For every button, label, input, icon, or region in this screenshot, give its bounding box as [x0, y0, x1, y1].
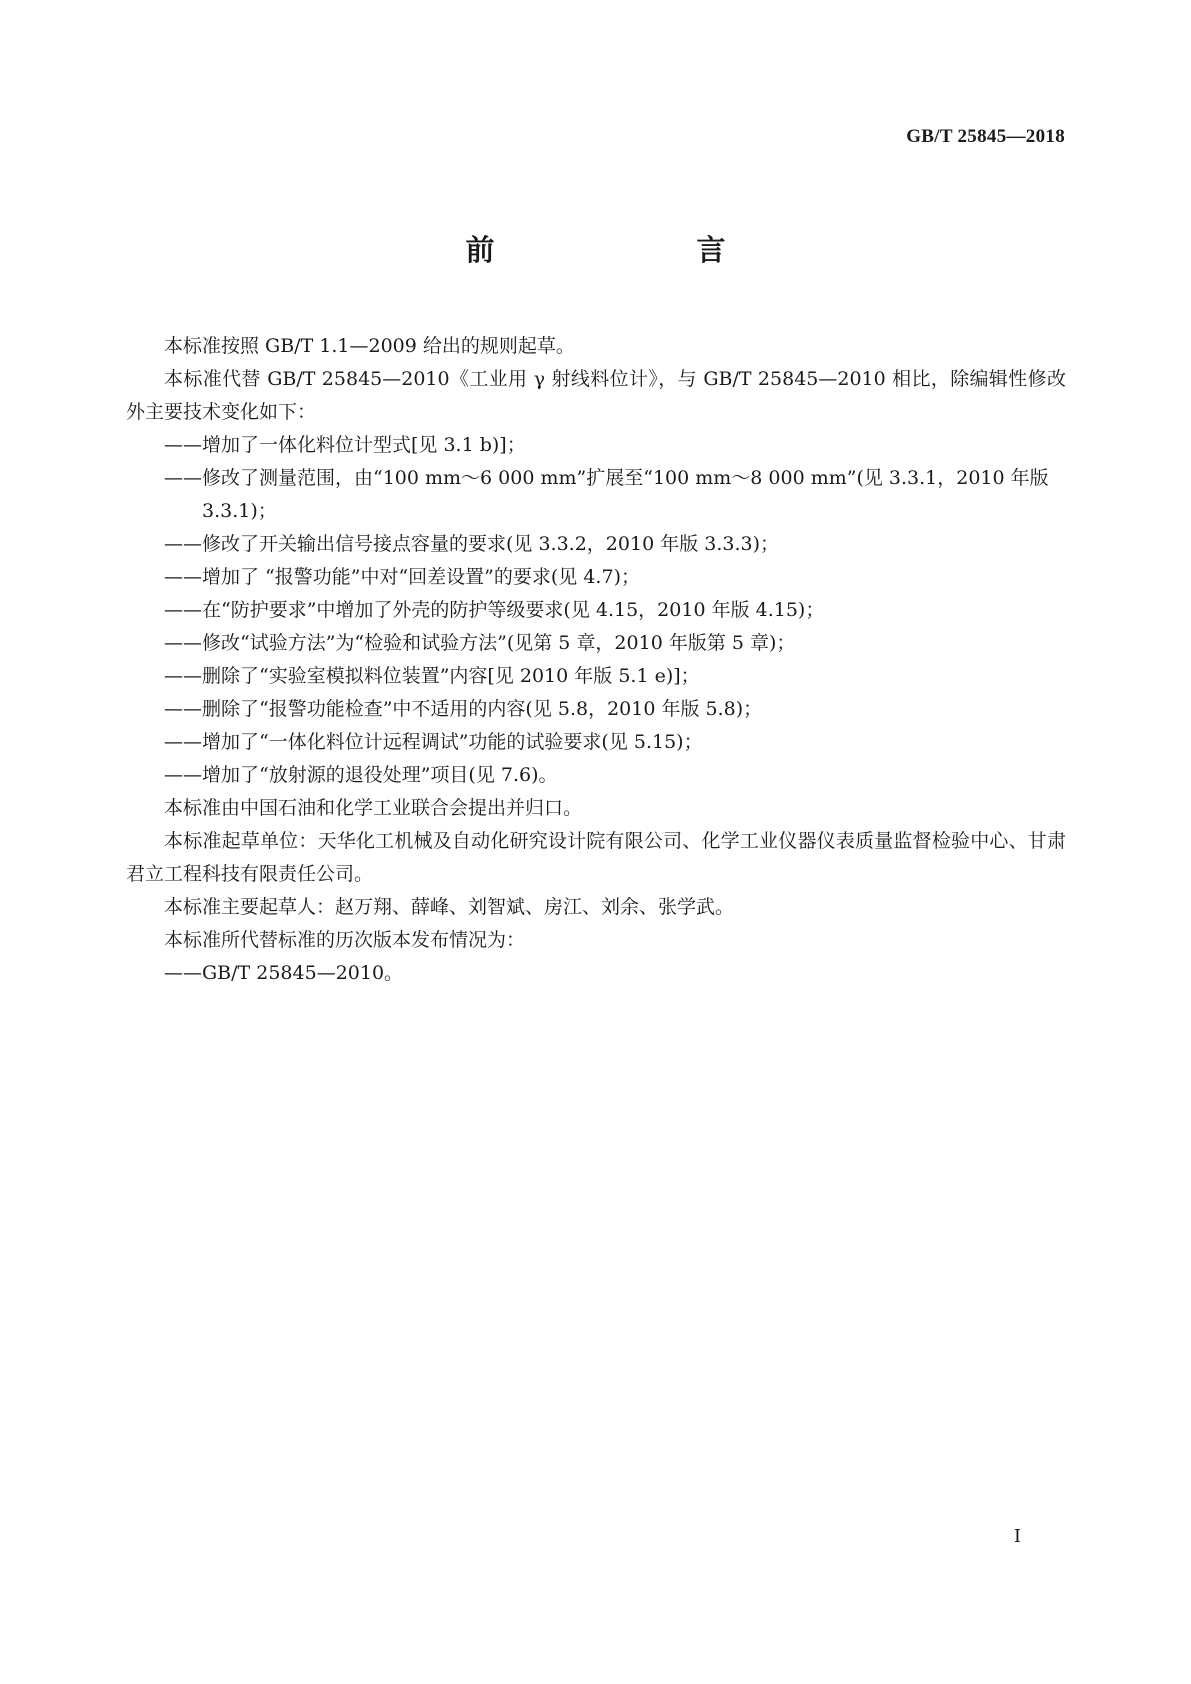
- change-item-text: ——删除了“实验室模拟料位装置”内容[见 2010 年版 5.1 e)]；: [164, 665, 700, 687]
- change-item-text: ——修改了开关输出信号接点容量的要求(见 3.3.2，2010 年版 3.3.3)；: [164, 533, 779, 555]
- paragraph-drafters: 本标准主要起草人：赵万翔、薛峰、刘智斌、房江、刘余、张学武。: [164, 896, 735, 918]
- paragraph-replacement: 本标准代替 GB/T 25845—2010《工业用 γ 射线料位计》，与 GB/T 25845—2010 相比，除编辑性修改外主要技术变化如下：: [126, 368, 1066, 423]
- paragraph-drafting-rules: 本标准按照 GB/T 1.1—2009 给出的规则起草。: [164, 335, 575, 357]
- list-item: [126, 429, 1066, 462]
- page-number: I: [1013, 1526, 1021, 1547]
- paragraph-drafting-units: 本标准起草单位：天华化工机械及自动化研究设计院有限公司、化学工业仪器仪表质量监督检验中心、甘肃君立工程科技有限责任公司。: [126, 830, 1066, 885]
- list-item: [126, 726, 1066, 759]
- change-item-text: ——修改了测量范围，由“100 mm～6 000 mm”扩展至“100 mm～8 000 mm”(见 3.3.1，2010 年版: [164, 467, 1049, 489]
- foreword-body: [126, 330, 1066, 990]
- list-item: [126, 561, 1066, 594]
- page-title: 前 言: [465, 233, 774, 267]
- change-item-text: ——删除了“报警功能检查”中不适用的内容(见 5.8，2010 年版 5.8)；: [164, 698, 763, 720]
- change-item-continuation: 3.3.1)；: [202, 500, 277, 522]
- change-item-text: ——增加了“放射源的退役处理”项目(见 7.6)。: [164, 764, 558, 786]
- list-item: [126, 528, 1066, 561]
- change-item-text: ——修改“试验方法”为“检验和试验方法”(见第 5 章，2010 年版第 5 章)；: [164, 632, 796, 654]
- list-item: [126, 759, 1066, 792]
- list-item: [126, 693, 1066, 726]
- list-item: [126, 627, 1066, 660]
- change-item-text: ——增加了 “报警功能”中对“回差设置”的要求(见 4.7)；: [164, 566, 640, 588]
- history-item: ——GB/T 25845—2010。: [164, 962, 404, 984]
- change-item-text: ——增加了一体化料位计型式[见 3.1 b)]；: [164, 434, 526, 456]
- paragraph-history-intro: 本标准所代替标准的历次版本发布情况为：: [164, 929, 526, 951]
- standard-code: GB/T 25845—2018: [906, 126, 1065, 147]
- paragraph-proposer: 本标准由中国石油和化学工业联合会提出并归口。: [164, 797, 583, 819]
- list-item: [126, 660, 1066, 693]
- list-item: [126, 462, 1066, 528]
- change-item-text: ——增加了“一体化料位计远程调试”功能的试验要求(见 5.15)；: [164, 731, 703, 753]
- change-item-text: ——在“防护要求”中增加了外壳的防护等级要求(见 4.15，2010 年版 4.15)；: [164, 599, 825, 621]
- list-item: [126, 594, 1066, 627]
